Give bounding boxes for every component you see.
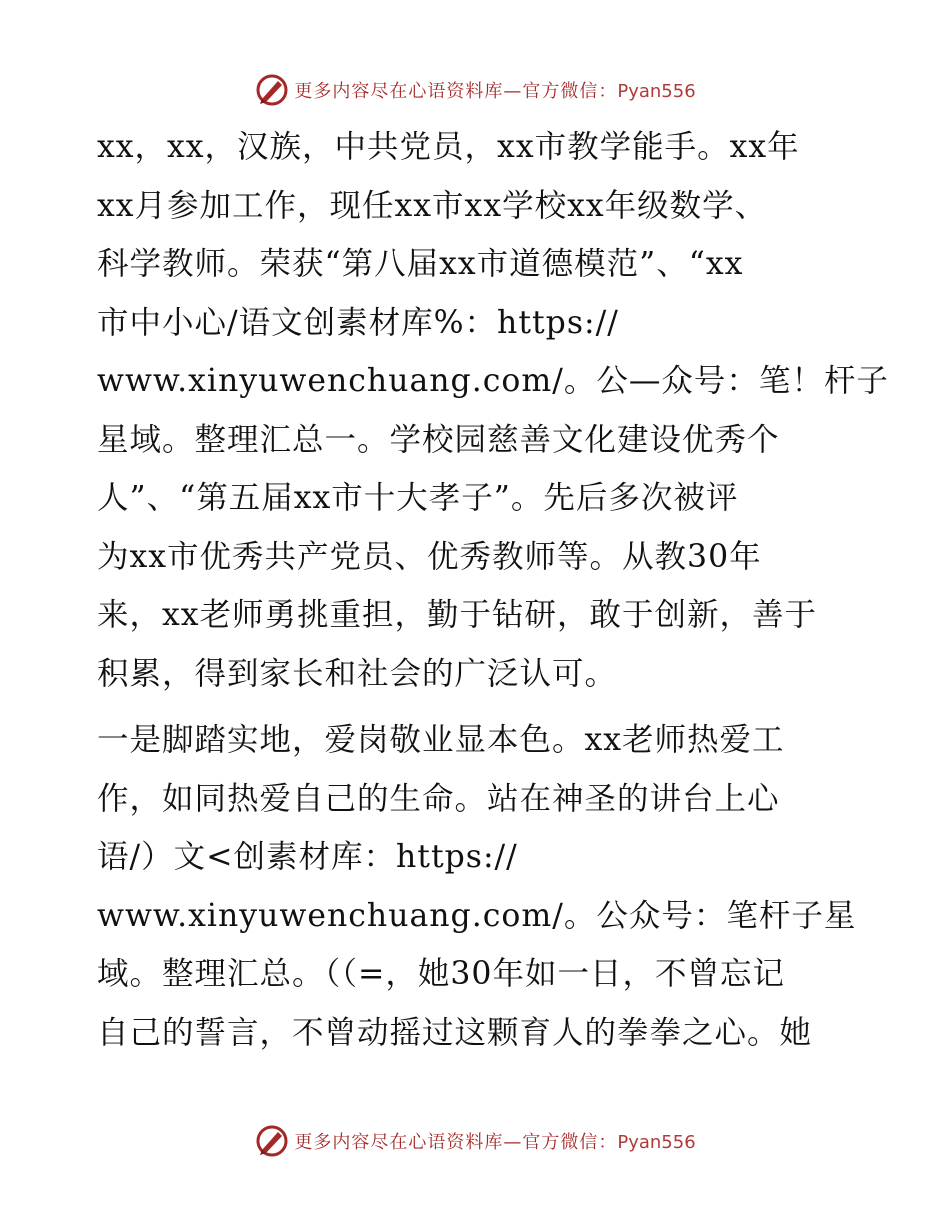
text-line: 域。整理汇总。（（=，她30年如一日，不曾忘记 — [97, 956, 785, 992]
text-line: xx，xx，汉族，中共党员，xx市教学能手。xx年 — [97, 129, 800, 165]
text-line: 市中小心/语文创素材库%：https:// — [97, 304, 619, 341]
text-line: 星域。整理汇总一。学校园慈善文化建设优秀个 — [97, 421, 780, 458]
text-line: 一是脚踏实地，爱岗敬业显本色。xx老师热爱工 — [97, 722, 785, 758]
text-line: 科学教师。荣获“第八届xx市道德模范”、“xx — [97, 246, 744, 282]
text-line: www.xinyuwenchuang.com/。公众号：笔杆子星 — [97, 897, 857, 934]
watermark-text: 更多内容尽在心语资料库—官方微信：Pyan556 — [294, 1132, 696, 1153]
paragraph — [97, 118, 889, 703]
watermark-text: 更多内容尽在心语资料库—官方微信：Pyan556 — [294, 81, 696, 102]
footer-watermark — [0, 1121, 950, 1161]
header-watermark — [0, 70, 950, 110]
text-line: 来，xx老师勇挑重担，勤于钻研，敢于创新，善于 — [97, 597, 818, 633]
pen-logo-icon — [254, 72, 290, 108]
pen-logo-icon — [254, 1123, 290, 1159]
text-line: xx月参加工作，现任xx市xx学校xx年级数学、 — [97, 187, 768, 224]
paragraph — [97, 711, 877, 1062]
text-line: 作，如同热爱自己的生命。站在神圣的讲台上心 — [97, 780, 780, 817]
text-line: 人”、“第五届xx市十大孝子”。先后多次被评 — [97, 480, 739, 516]
text-line: www.xinyuwenchuang.com/。公—众号：笔！杆子 — [97, 363, 889, 399]
wechat-id: Pyan556 — [617, 1132, 696, 1153]
text-line: 自己的誓言，不曾动摇过这颗育人的拳拳之心。她 — [97, 1014, 813, 1051]
text-line: 语/）文<创素材库：https:// — [97, 839, 518, 875]
document-body — [97, 118, 889, 1062]
text-line: 为xx市优秀共产党员、优秀教师等。从教30年 — [97, 538, 762, 575]
wechat-id: Pyan556 — [617, 81, 696, 102]
text-line: 积累，得到家长和社会的广泛认可。 — [97, 655, 618, 692]
